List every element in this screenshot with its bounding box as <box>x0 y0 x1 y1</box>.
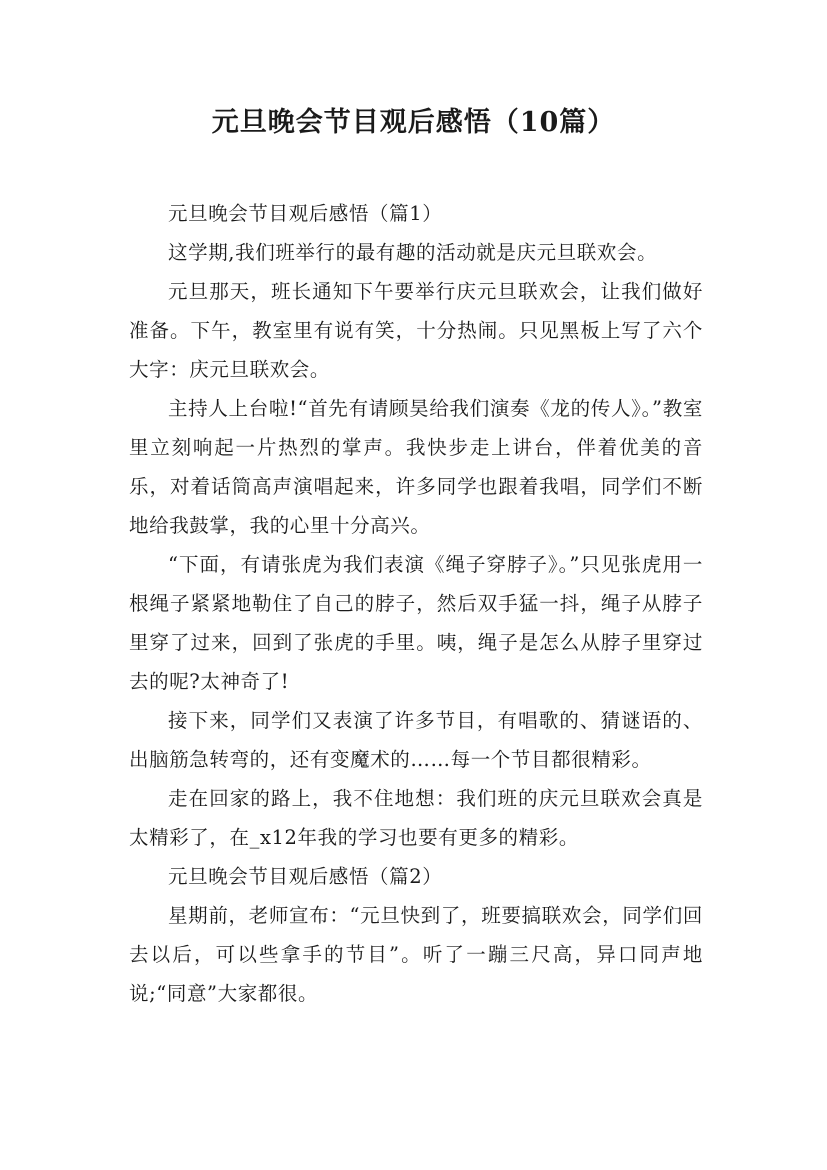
paragraph: 元旦那天，班长通知下午要举行庆元旦联欢会，让我们做好准备。下午，教室里有说有笑，十分热闹。只见黑板上写了六个大字：庆元旦联欢会。 <box>129 280 703 381</box>
paragraph: 这学期,我们班举行的最有趣的活动就是庆元旦联欢会。 <box>168 241 658 264</box>
section-heading: 元旦晚会节目观后感悟（篇1） <box>168 202 443 225</box>
paragraph: 走在回家的路上，我不住地想：我们班的庆元旦联欢会真是太精彩了，在_x12年我的学习也要有更多的精彩。 <box>129 787 703 849</box>
section-heading: 元旦晚会节目观后感悟（篇2） <box>168 865 443 888</box>
paragraph: 接下来，同学们又表演了许多节目，有唱歌的、猜谜语的、出脑筋急转弯的，还有变魔术的……每一个节目都很精彩。 <box>129 709 703 771</box>
paragraph: 星期前，老师宣布：“元旦快到了，班要搞联欢会，同学们回去以后，可以些拿手的节目”。听了一蹦三尺高，异口同声地说;“同意”大家都很。 <box>129 904 703 1005</box>
document-body <box>129 194 703 1013</box>
paragraph: “下面，有请张虎为我们表演《绳子穿脖子》。”只见张虎用一根绳子紧紧地勒住了自己的脖子，然后双手猛一抖，绳子从脖子里穿了过来，回到了张虎的手里。咦，绳子是怎么从脖子里穿过去的呢?太神奇了! <box>129 553 703 693</box>
paragraph: 主持人上台啦!“首先有请顾昊给我们演奏《龙的传人》。”教室里立刻响起一片热烈的掌声。我快步走上讲台，伴着优美的音乐，对着话筒高声演唱起来，许多同学也跟着我唱，同学们不断地给我鼓掌，我的心里十分高兴。 <box>129 397 703 537</box>
document-title: 元旦晚会节目观后感悟（10篇） <box>211 107 616 138</box>
